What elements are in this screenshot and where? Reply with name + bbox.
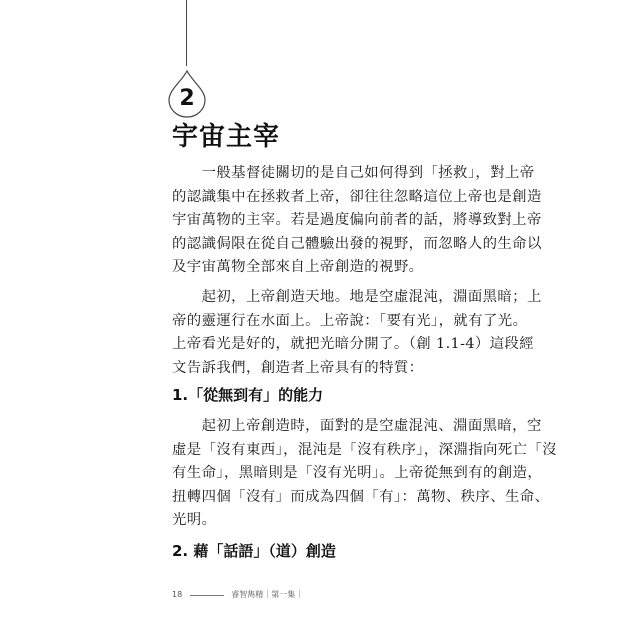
paragraph-line: 起初，上帝創造天地。地是空虛混沌，淵面黑暗；上 — [172, 289, 542, 305]
paragraph-line: 扭轉四個「沒有」而成為四個「有」：萬物、秩序、生命、 — [172, 488, 550, 505]
paragraph-line: 文告訴我們，創造者上帝具有的特質： — [172, 359, 424, 376]
chapter-marker-line — [186, 0, 187, 66]
page-number: 18 — [172, 590, 183, 599]
paragraph-line: 虛是「沒有東西」，混沌是「沒有秩序」，深淵指向死亡「沒 — [172, 441, 557, 458]
running-book-title: 睿智雋精｜第一集｜ — [231, 590, 304, 599]
section-heading-1: 1.「從無到有」的能力 — [172, 386, 324, 404]
paragraph-line: 的認識集中在拯救者上帝，卻往往忽略這位上帝也是創造 — [172, 188, 542, 205]
paragraph-line: 上帝看光是好的，就把光暗分開了。（創 1.1-4）這段經 — [172, 336, 535, 352]
paragraph-line: 起初上帝創造時，面對的是空虛混沌、淵面黑暗，空 — [172, 418, 542, 434]
body-paragraph-1 — [172, 162, 542, 280]
paragraph-line: 宇宙萬物的主宰。若是過度偏向前者的話，將導致對上帝 — [172, 212, 542, 228]
paragraph-line: 一般基督徒關切的是自己如何得到「拯救」，對上帝 — [172, 165, 535, 181]
page-footer — [172, 588, 303, 602]
body-paragraph-3 — [172, 415, 557, 533]
paragraph-line: 光明。 — [172, 512, 217, 528]
section-heading-2: 2. 藉「話語」（道）創造 — [172, 542, 336, 560]
footer-rule — [190, 595, 224, 596]
body-paragraph-2 — [172, 286, 542, 380]
paragraph-line: 有生命」，黑暗則是「沒有光明」。上帝從無到有的創造， — [172, 465, 543, 481]
chapter-number: 2 — [179, 86, 195, 111]
paragraph-line: 及宇宙萬物全部來自上帝創造的視野。 — [172, 259, 424, 275]
paragraph-line: 帝的靈運行在水面上。上帝說：「要有光」，就有了光。 — [172, 312, 528, 329]
chapter-title: 宇宙主宰 — [172, 122, 281, 152]
paragraph-line: 的認識侷限在從自己體驗出發的視野，而忽略人的生命以 — [172, 235, 542, 252]
